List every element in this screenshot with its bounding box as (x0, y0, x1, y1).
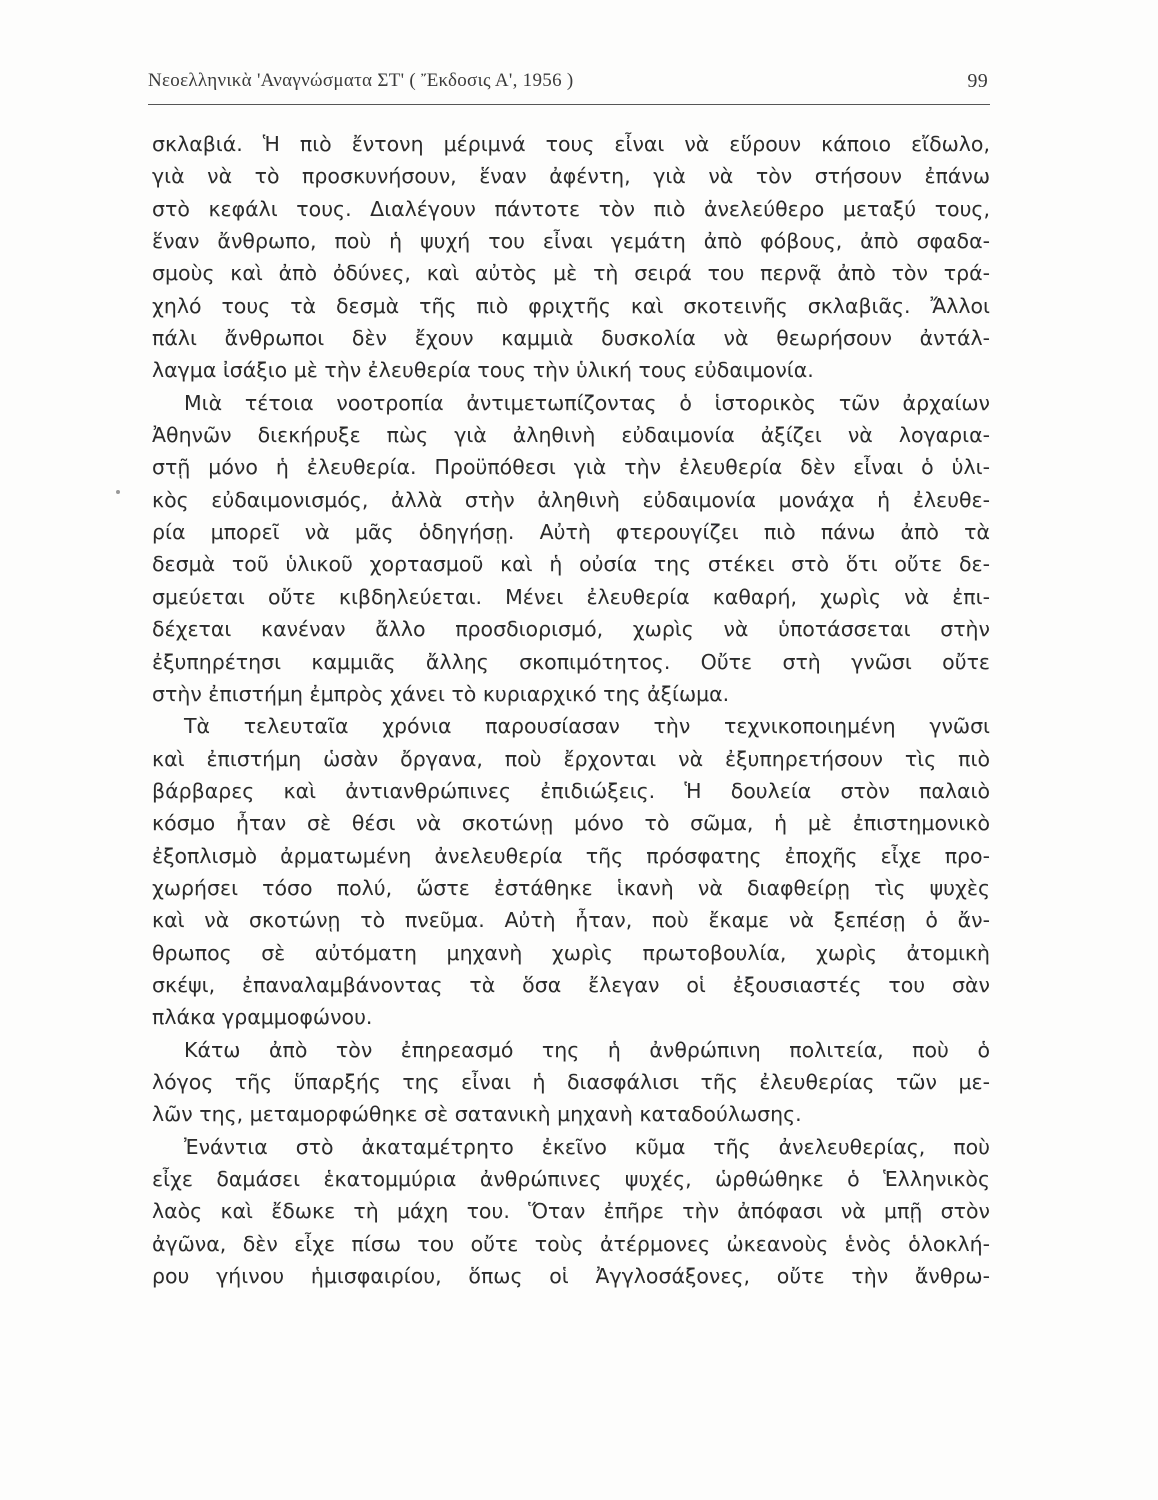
margin-speck (116, 490, 120, 494)
text-line: στὴν ἐπιστήμη ἐμπρὸς χάνει τὸ κυριαρχικό της ἀξίωμα. (152, 681, 730, 706)
text-line: Μιὰ τέτοια νοοτροπία ἀντιμετωπίζοντας ὁ ἱστορικὸς τῶν ἀρχαίων (184, 390, 990, 415)
text-line: ἐξυπηρέτησι καμμιᾶς ἄλλης σκοπιμότητος. Οὔτε στὴ γνῶσι οὔτε (152, 649, 990, 674)
running-header (148, 70, 990, 100)
text-line: σκέψι, ἐπαναλαμβάνοντας τὰ ὅσα ἔλεγαν οἱ ἐξουσιαστές του σὰν (152, 972, 990, 997)
text-line: κόσμο ἦταν σὲ θέσι νὰ σκοτώνῃ μόνο τὸ σῶμα, ἡ μὲ ἐπιστημονικὸ (152, 811, 990, 836)
text-line: χηλό τους τὰ δεσμὰ τῆς πιὸ φριχτῆς καὶ σκοτεινῆς σκλαβιᾶς. Ἄλλοι (152, 293, 990, 318)
text-line: ρου γήινου ἡμισφαιρίου, ὅπως οἱ Ἀγγλοσάξονες, οὔτε τὴν ἄνθρω- (152, 1264, 990, 1289)
text-line: πάλι ἄνθρωποι δὲν ἔχουν καμμιὰ δυσκολία νὰ θεωρήσουν ἀντάλ- (152, 326, 990, 351)
header-title: Νεοελληνικὰ 'Αναγνώσματα ΣΤ' ( Ἔκδοσις Α', 1956 ) (148, 70, 574, 91)
page-number: 99 (967, 70, 988, 92)
text-line: Ἀθηνῶν διεκήρυξε πὼς γιὰ ἀληθινὴ εὐδαιμονία ἀξίζει νὰ λογαρια- (152, 423, 990, 448)
text-line: κὸς εὐδαιμονισμός, ἀλλὰ στὴν ἀληθινὴ εὐδαιμονία μονάχα ἡ ἐλευθε- (152, 487, 990, 512)
text-line: γιὰ νὰ τὸ προσκυνήσουν, ἕναν ἀφέντη, γιὰ νὰ τὸν στήσουν ἐπάνω (152, 164, 990, 189)
text-line: Ἐνάντια στὸ ἀκαταμέτρητο ἐκεῖνο κῦμα τῆς ἀνελευθερίας, ποὺ (184, 1134, 990, 1159)
text-line: λαγμα ἰσάξιο μὲ τὴν ἐλευθερία τους τὴν ὑλική τους εὐδαιμονία. (152, 358, 814, 383)
text-line: Κάτω ἀπὸ τὸν ἐπηρεασμό της ἡ ἀνθρώπινη πολιτεία, ποὺ ὁ (184, 1037, 990, 1062)
text-line: ἕναν ἄνθρωπο, ποὺ ἡ ψυχή του εἶναι γεμάτη ἀπὸ φόβους, ἀπὸ σφαδα- (152, 229, 990, 254)
text-line: στὸ κεφάλι τους. Διαλέγουν πάντοτε τὸν πιὸ ἀνελεύθερο μεταξύ τους, (152, 196, 990, 221)
text-line: πλάκα γραμμοφώνου. (152, 1005, 373, 1030)
text-line: σμεύεται οὔτε κιβδηλεύεται. Μένει ἐλευθερία καθαρή, χωρὶς νὰ ἐπι- (152, 584, 990, 609)
text-line: λῶν της, μεταμορφώθηκε σὲ σατανικὴ μηχανὴ καταδούλωσης. (152, 1102, 802, 1127)
text-line: ἀγῶνα, δὲν εἶχε πίσω του οὔτε τοὺς ἀτέρμονες ὠκεανοὺς ἑνὸς ὁλοκλή- (152, 1231, 990, 1256)
text-line: βάρβαρες καὶ ἀντιανθρώπινες ἐπιδιώξεις. Ἡ δουλεία στὸν παλαιὸ (152, 778, 990, 803)
text-line: στῇ μόνο ἡ ἐλευθερία. Προϋπόθεσι γιὰ τὴν ἐλευθερία δὲν εἶναι ὁ ὑλι- (152, 455, 990, 480)
text-line: δεσμὰ τοῦ ὑλικοῦ χορτασμοῦ καὶ ἡ οὐσία της στέκει στὸ ὅτι οὔτε δε- (152, 552, 990, 577)
text-line: λαὸς καὶ ἔδωκε τὴ μάχη του. Ὅταν ἐπῆρε τὴν ἀπόφασι νὰ μπῇ στὸν (152, 1199, 990, 1224)
text-line: καὶ ἐπιστήμη ὡσὰν ὄργανα, ποὺ ἔρχονται νὰ ἐξυπηρετήσουν τὶς πιὸ (152, 746, 990, 771)
text-line: καὶ νὰ σκοτώνῃ τὸ πνεῦμα. Αὐτὴ ἦταν, ποὺ ἔκαμε νὰ ξεπέσῃ ὁ ἄν- (152, 908, 990, 933)
text-line: Τὰ τελευταῖα χρόνια παρουσίασαν τὴν τεχνικοποιημένη γνῶσι (184, 714, 990, 739)
text-line: ρία μπορεῖ νὰ μᾶς ὁδηγήσῃ. Αὐτὴ φτερουγίζει πιὸ πάνω ἀπὸ τὰ (152, 520, 990, 545)
text-line: εἶχε δαμάσει ἑκατομμύρια ἀνθρώπινες ψυχές, ὡρθώθηκε ὁ Ἑλληνικὸς (152, 1167, 990, 1191)
text-line: ἐξοπλισμὸ ἀρματωμένη ἀνελευθερία τῆς πρόσφατης ἐποχῆς εἶχε προ- (152, 843, 990, 868)
text-line: σμοὺς καὶ ἀπὸ ὀδύνες, καὶ αὐτὸς μὲ τὴ σειρά του περνᾷ ἀπὸ τὸν τρά- (152, 261, 990, 286)
header-rule (148, 104, 990, 105)
body-text (152, 128, 990, 1292)
text-line: λόγος τῆς ὕπαρξής της εἶναι ἡ διασφάλισι τῆς ἐλευθερίας τῶν με- (152, 1069, 990, 1094)
text-line: θρωπος σὲ αὐτόματη μηχανὴ χωρὶς πρωτοβουλία, χωρὶς ἀτομικὴ (152, 940, 990, 965)
text-line: δέχεται κανέναν ἄλλο προσδιορισμό, χωρὶς νὰ ὑποτάσσεται στὴν (152, 617, 990, 642)
text-line: σκλαβιά. Ἡ πιὸ ἔντονη μέριμνά τους εἶναι νὰ εὕρουν κάποιο εἴδωλο, (152, 132, 990, 156)
text-line: χωρήσει τόσο πολύ, ὥστε ἐστάθηκε ἱκανὴ νὰ διαφθείρῃ τὶς ψυχὲς (152, 875, 990, 900)
